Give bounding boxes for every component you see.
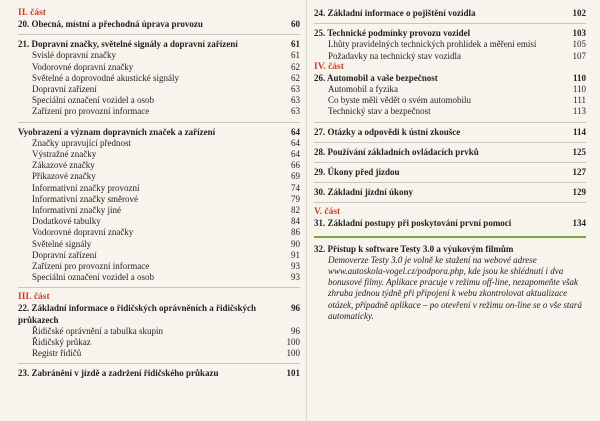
toc-subentry[interactable]: [18, 250, 300, 261]
toc-subentry[interactable]: [314, 51, 586, 62]
entry-title: Vyobrazení a význam dopravních značek a zařízení: [18, 126, 216, 137]
entry-title: Značky upravující přednost: [32, 137, 131, 148]
entry-title: Zařízení pro provozní informace: [32, 106, 150, 117]
entry-page-number: 90: [291, 238, 300, 249]
entry-title: Požadavky na technický stav vozidla: [328, 50, 461, 61]
separator: [18, 34, 300, 35]
toc-subentry[interactable]: [18, 326, 300, 337]
toc-subentry[interactable]: [18, 194, 300, 205]
toc-chapter-entry[interactable]: [18, 127, 300, 138]
separator: [314, 23, 586, 24]
entry-title: Lhůty pravidelných technických prohlídek a měření emisí: [328, 39, 537, 50]
entry-page-number: 114: [572, 126, 586, 137]
entry-page-number: 64: [291, 149, 300, 160]
toc-subentry[interactable]: [18, 160, 300, 171]
entry-title: 28. Používání základních ovládacích prvků: [314, 146, 479, 157]
entry-page-number: 64: [291, 126, 300, 137]
toc-subentry[interactable]: [18, 227, 300, 238]
section-heading: V. část: [314, 207, 341, 218]
entry-page-number: 69: [291, 171, 300, 182]
entry-title: Dopravní zařízení: [32, 84, 97, 95]
toc-chapter-entry[interactable]: [314, 218, 586, 229]
entry-page-number: 96: [291, 325, 300, 336]
toc-subentry[interactable]: [314, 106, 586, 117]
entry-title: Dodatkové tabulky: [32, 216, 101, 227]
entry-title: 26. Automobil a vaše bezpečnost: [314, 72, 438, 83]
entry-page-number: 100: [286, 348, 300, 359]
entry-page-number: 129: [572, 187, 586, 198]
toc-chapter-entry[interactable]: [18, 303, 300, 325]
toc-chapter-entry[interactable]: [314, 147, 586, 158]
entry-title: 20. Obecná, místní a přechodná úprava provozu: [18, 19, 203, 29]
software-note-body: Demoverze Testy 3.0 je volně ke stažení na webové adrese www.autoskola-vogel.cz/podpora.php, kde jsou ke shlédnutí i dva bonusové filmy. Aplikace pracuje v režimu off-line, nezapomeňte však zhruba jednou týdně při připojení k webu zkontrolovat aktualizace otázek, případně aplikace – po otevření v režimu on-line se o vše stará automaticky.: [328, 254, 582, 321]
entry-page-number: 101: [286, 368, 300, 379]
separator: [18, 287, 300, 288]
toc-subentry[interactable]: [18, 239, 300, 250]
entry-title: 25. Technické podmínky provozu vozidel: [314, 28, 471, 39]
entry-title: Světelné signály: [32, 238, 92, 249]
toc-subentry[interactable]: [314, 84, 586, 95]
toc-subentry[interactable]: [18, 183, 300, 194]
entry-page-number: 63: [291, 95, 300, 106]
entry-title: Vodorovné dopravní značky: [32, 227, 134, 238]
entry-page-number: 96: [291, 303, 300, 314]
entry-page-number: 84: [291, 216, 300, 227]
entry-page-number: 60: [291, 19, 300, 29]
toc-subentry[interactable]: [18, 149, 300, 160]
toc-subentry[interactable]: [18, 348, 300, 359]
toc-chapter-entry[interactable]: [18, 39, 300, 50]
toc-subentry[interactable]: [18, 272, 300, 283]
toc-subentry[interactable]: [18, 138, 300, 149]
entry-page-number: 63: [291, 84, 300, 95]
separator: [314, 182, 586, 183]
entry-page-number: 61: [291, 39, 300, 50]
entry-page-number: 134: [572, 218, 586, 229]
software-note: [314, 244, 586, 322]
entry-page-number: 103: [572, 28, 586, 39]
toc-chapter-entry[interactable]: [314, 73, 586, 84]
toc-subentry[interactable]: [18, 261, 300, 272]
entry-title: 24. Základní informace o pojištění vozidla: [314, 8, 476, 18]
toc-subentry[interactable]: [18, 84, 300, 95]
toc-chapter-entry[interactable]: [18, 368, 300, 379]
entry-page-number: 127: [572, 167, 586, 178]
toc-chapter-entry[interactable]: [314, 127, 586, 138]
toc-subentry[interactable]: [18, 50, 300, 61]
software-note-heading: 32. Přístup k software Testy 3.0 a výukovým filmům: [314, 243, 514, 254]
entry-title: Informativní značky jiné: [32, 205, 121, 216]
entry-page-number: 111: [573, 95, 586, 106]
separator: [314, 122, 586, 123]
separator: [18, 363, 300, 364]
separator: [314, 142, 586, 143]
toc-subentry[interactable]: [18, 73, 300, 84]
entry-page-number: 93: [291, 272, 300, 283]
entry-page-number: 62: [291, 61, 300, 72]
entry-title: Automobil a fyzika: [328, 84, 398, 95]
entry-page-number: 105: [572, 39, 586, 50]
toc-subentry[interactable]: [314, 95, 586, 106]
section-heading: IV. část: [314, 61, 344, 72]
entry-page-number: 62: [291, 72, 300, 83]
separator: [314, 202, 586, 203]
entry-title: 30. Základní jízdní úkony: [314, 187, 414, 198]
entry-title: Vodorovné dopravní značky: [32, 61, 134, 72]
column-divider: [306, 0, 307, 421]
toc-subentry[interactable]: [314, 39, 586, 50]
toc-subentry[interactable]: [18, 205, 300, 216]
entry-page-number: 100: [286, 337, 300, 348]
entry-page-number: 110: [572, 72, 586, 83]
entry-page-number: 113: [572, 106, 586, 117]
toc-subentry[interactable]: [18, 106, 300, 117]
entry-page-number: 82: [291, 205, 300, 216]
entry-page-number: 91: [291, 249, 300, 260]
entry-page-number: 66: [291, 160, 300, 171]
entry-title: 21. Dopravní značky, světelné signály a dopravní zařízení: [18, 39, 238, 50]
entry-title: Co byste měli vědět o svém automobilu: [328, 95, 471, 106]
entry-title: Zákazové značky: [32, 160, 95, 171]
entry-title: 22. Základní informace o řidičských oprávněních a řidičských průkazech: [18, 303, 257, 325]
toc-chapter-entry[interactable]: [314, 28, 586, 39]
entry-title: Výstražné značky: [32, 149, 97, 160]
separator: [314, 162, 586, 163]
entry-title: 29. Úkony před jízdou: [314, 167, 400, 178]
green-rule: [314, 236, 586, 238]
toc-subentry[interactable]: [18, 337, 300, 348]
entry-title: Speciální označení vozidel a osob: [32, 95, 154, 106]
entry-page-number: 93: [291, 261, 300, 272]
toc-chapter-entry[interactable]: [314, 187, 586, 198]
entry-title: Registr řidičů: [32, 348, 82, 359]
toc-subentry[interactable]: [18, 171, 300, 182]
entry-page-number: 125: [572, 146, 586, 157]
entry-title: 27. Otázky a odpovědi k ústní zkoušce: [314, 126, 461, 137]
toc-left-column: [18, 8, 300, 380]
entry-page-number: 61: [291, 50, 300, 61]
entry-page-number: 107: [572, 50, 586, 61]
entry-title: Světelné a doprovodné akustické signály: [32, 72, 179, 83]
entry-page-number: 102: [572, 8, 586, 18]
toc-subentry[interactable]: [18, 216, 300, 227]
toc-subentry[interactable]: [18, 95, 300, 106]
section-heading: II. část: [18, 8, 46, 18]
entry-page-number: 79: [291, 193, 300, 204]
entry-title: Informativní značky směrové: [32, 193, 138, 204]
entry-title: Dopravní zařízení: [32, 249, 97, 260]
entry-title: Informativní značky provozní: [32, 182, 140, 193]
entry-title: Příkazové značky: [32, 171, 96, 182]
entry-page-number: 63: [291, 106, 300, 117]
entry-title: 23. Zabránění v jízdě a zadržení řidičského průkazu: [18, 368, 219, 379]
toc-chapter-entry[interactable]: [314, 167, 586, 178]
entry-title: Svislé dopravní značky: [32, 50, 116, 61]
entry-page-number: 110: [572, 84, 586, 95]
entry-title: 31. Základní postupy při poskytování první pomoci: [314, 218, 512, 229]
section-heading: III. část: [18, 292, 50, 303]
separator: [18, 122, 300, 123]
toc-subentry[interactable]: [18, 62, 300, 73]
toc-chapter-entry[interactable]: [18, 19, 300, 30]
entry-title: Technický stav a bezpečnost: [328, 106, 431, 117]
entry-page-number: 86: [291, 227, 300, 238]
entry-title: Řidičské oprávnění a tabulka skupin: [32, 325, 163, 336]
entry-page-number: 74: [291, 182, 300, 193]
toc-chapter-entry[interactable]: [314, 8, 586, 19]
entry-title: Speciální označení vozidel a osob: [32, 272, 154, 283]
entry-title: Řidičský průkaz: [32, 337, 91, 348]
toc-right-column: [314, 8, 586, 322]
entry-page-number: 64: [291, 137, 300, 148]
entry-title: Zařízení pro provozní informace: [32, 261, 150, 272]
